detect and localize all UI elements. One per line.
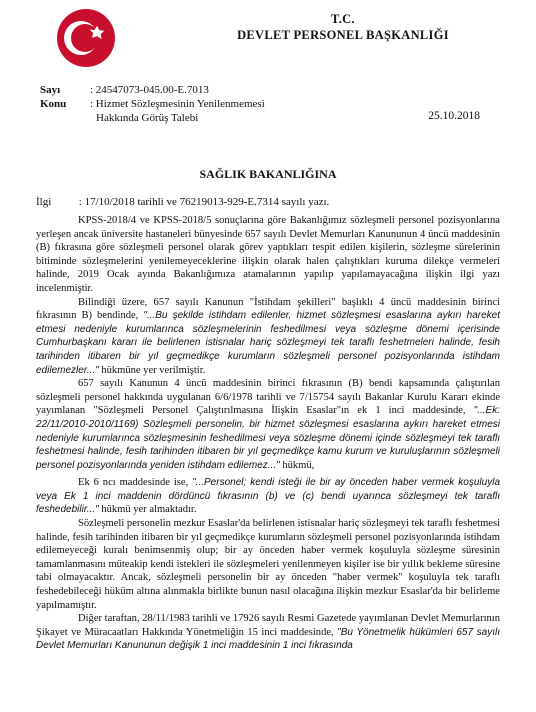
quote-ek-6: "...Personel; kendi isteği ile bir ay önceden haber vermek koşuluyla veya Ek 1 inci maddenin dördüncü fıkrasının (b) ve (c) bendi uyarınca sözleşmeyi tek taraflı feshedebilir..." [36, 477, 500, 516]
paragraph-5: Sözleşmeli personelin mezkur Esaslar'da belirlenen istisnalar hariç sözleşmeyi tek taraflı feshetmesi halinde, fesih tarihinden itibaren bir yıl geçmedikçe kurumların sözleşmeli personel pozisyonlarında istihdam edilemeyeceği kuralı benimsenmiş olup; bir ay önceden haber vermek koşuluyla sözleşme süresinin tamamlanmasını müteakip kendi istekleri ile sözleşmeleri yenilenmeyen kişiler ise bir yıllık bekleme süresine tabi olmayacaktır. Ancak, sözleşmeli personelin bir ay önceden "haber vermek" koşuluyla tek taraflı feshedebileceği hüküm altına alınmakla birlikte bunun nasıl olacağına ilişkin mezkur Esaslar'da bir belirleme yapılmamıştır. [36, 518, 500, 611]
document-date: 25.10.2018 [428, 110, 480, 122]
paragraph-4: Ek 6 ncı maddesinde ise, "...Personel; kendi isteği ile bir ay önceden haber vermek koşuluyla veya Ek 1 inci maddenin dördüncü fıkrasının (b) ve (c) bendi uyarınca sözleşmeyi tek taraflı feshedebilir..." hükmü yer almaktadır. [36, 477, 500, 516]
konu-value-line2: Hakkında Görüş Talebi [96, 112, 199, 124]
paragraph-6: Diğer taraftan, 28/11/1983 tarihli ve 17926 sayılı Resmi Gazetede yayımlanan Devlet Memurlarının Şikayet ve Müracaatları Hakkında Yönetmeliğin 15 inci maddesinde, "Bu Yönetmelik hükümleri 657 sayılı Devlet Memurları Kanununun değişik 1 inci maddesinin 1 inci fıkrasında [36, 613, 500, 652]
sayi-label: Sayı [40, 84, 61, 96]
addressee: SAĞLIK BAKANLIĞINA [199, 167, 337, 181]
paragraph-3: 657 sayılı Kanunun 4 üncü maddesinin birinci fıkrasının (B) bendi kapsamında çalıştırılan sözleşmeli personel hakkında uygulanan 6/6/1978 tarihli ve 7/15754 sayılı Bakanlar Kurulu Kararı ekinde yayımlanan "Sözleşmeli Personel Çalıştırılmasına İlişkin Esaslar"ın ek 1 inci maddesinde, "...Ek: 22/11/2010-2010/1169) Sözleşmeli personelin, bir hizmet sözleşmesi esaslarına aykırı hareket etmesi nedeniyle kurumlarınca sözleşmesinin feshedilmesi veya sözleşme dönemi içinde sözleşmeyi tek taraflı feshetmesi halinde, fesih tarihinden itibaren bir yıl geçmedikçe kamu kurum ve kuruluşlarının sözleşmeli personel pozisyonlarında yeniden istihdam edilemez..." hükmü, [36, 378, 500, 471]
header-institution: DEVLET PERSONEL BAŞKANLIĞI [237, 28, 449, 42]
sayi-value: : 24547073-045.00-E.7013 [90, 84, 209, 96]
quote-regulation: "Bu Yönetmelik hükümleri 657 sayılı Devlet Memurları Kanununun değişik 1 inci maddesinin 1 inci fıkrasında [36, 626, 500, 652]
konu-label: Konu [40, 98, 67, 110]
letter-body [36, 214, 500, 653]
konu-value-line1: : Hizmet Sözleşmesinin Yenilenmemesi [90, 98, 265, 110]
header-tc: T.C. [331, 12, 355, 26]
paragraph-2: Bilindiği üzere, 657 sayılı Kanunun "İstihdam şekilleri" başlıklı 4 üncü maddesinin birinci fıkrasının B) bendinde, "...Bu şekilde istihdam edilenler, hizmet sözleşmesi esaslarına aykırı hareket etmesi nedeniyle kurumlarınca sözleşmelerinin feshedilmesi veya sözleşme dönemi içerisinde Cumhurbaşkanı kararı ile belirlenen istisnalar hariç sözleşmeyi tek taraflı feshetmeleri halinde, fesih tarihinden itibaren bir yıl geçmedikçe kurumların sözleşmeli personel pozisyonlarında istihdam edilemezler..." hükmüne yer verilmiştir. [36, 296, 500, 376]
paragraph-1: KPSS-2018/4 ve KPSS-2018/5 sonuçlarına göre Bakanlığımız sözleşmeli personel pozisyonlarına yerleşen ancak üniversite hastaneleri bünyesinde 657 sayılı Devlet Memurları Kanununun 4 üncü maddesinin (B) fıkrasına göre sözleşmeli personel olarak görev yaptıkları tespit edilen kişilerin, sözleşme sürelerinin bitiminde sözleşmelerini yenilemeyeceklerine ilişkin olarak halen çalıştıkları kuruma dilekçe vermeleri halinde, 2019 Ocak ayında Bakanlığımıza atamalarının yapılıp yapılamayacağına ilişkin ilgi yazı incelenmiştir. [36, 215, 500, 294]
ministry-logo [56, 8, 116, 68]
ilgi-line [36, 196, 329, 208]
ilgi-label: İlgi [36, 196, 52, 208]
ilgi-text: : 17/10/2018 tarihli ve 76219013-929-E.7314 sayılı yazı. [78, 196, 330, 208]
quote-ek-1: "...Ek: 22/11/2010-2010/1169) Sözleşmeli personelin, bir hizmet sözleşmesi esaslarına aykırı hareket etmesi nedeniyle kurumlarınca sözleşmesinin feshedilmesi veya sözleşme dönemi içinde sözleşmeyi tek taraflı feshetmesi halinde, fesih tarihinden itibaren bir yıl geçmedikçe kamu kurum ve kuruluşlarının sözleşmeli personel pozisyonlarında yeniden istihdam edilemez..." [36, 405, 500, 471]
quote-657-article-4: "...Bu şekilde istihdam edilenler, hizmet sözleşmesi esaslarına aykırı hareket etmesi nedeniyle kurumlarınca sözleşmelerinin feshedilmesi veya sözleşme dönemi içerisinde Cumhurbaşkanı kararı ile belirlenen istisnalar hariç sözleşmeyi tek taraflı feshetmeleri halinde, fesih tarihinden itibaren bir yıl geçmedikçe kurumların sözleşmeli personel pozisyonlarında istihdam edilemezler..." [36, 310, 500, 376]
